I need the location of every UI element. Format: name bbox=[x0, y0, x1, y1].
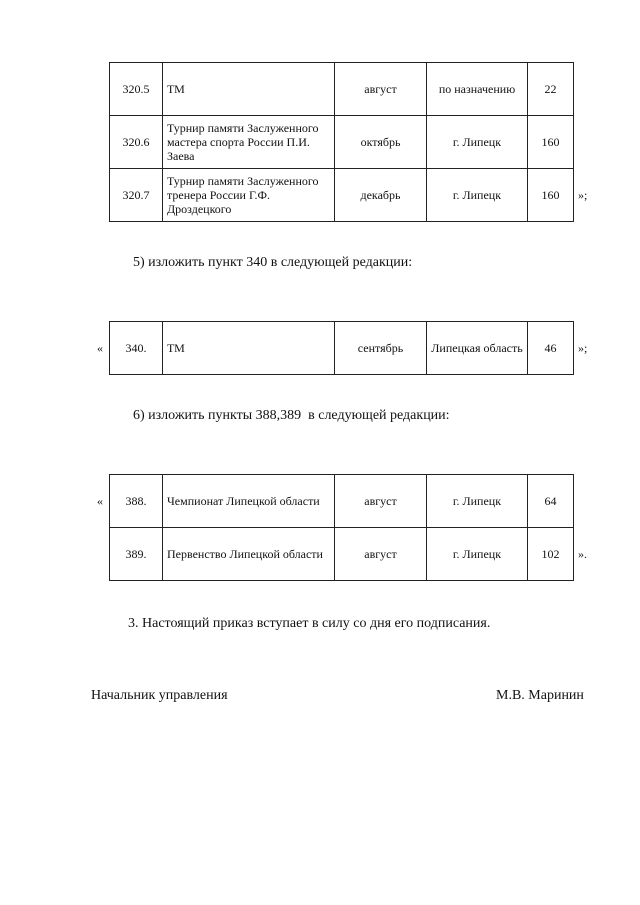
event-place: г. Липецк bbox=[427, 116, 528, 169]
participant-count: 160 bbox=[528, 116, 574, 169]
event-place: г. Липецк bbox=[427, 528, 528, 581]
item-number: 320.6 bbox=[110, 116, 163, 169]
events-table-388-389 bbox=[109, 474, 574, 581]
paragraph-3: 3. Настоящий приказ вступает в силу со дня его подписания. bbox=[128, 616, 491, 631]
participant-count: 64 bbox=[528, 475, 574, 528]
item-number: 320.5 bbox=[110, 63, 163, 116]
table-row bbox=[110, 169, 574, 222]
participant-count: 22 bbox=[528, 63, 574, 116]
signatory-name: М.В. Маринин bbox=[496, 688, 584, 703]
event-name: ТМ bbox=[163, 63, 335, 116]
table-row bbox=[110, 475, 574, 528]
event-month: сентябрь bbox=[335, 322, 427, 375]
opening-quote: « bbox=[97, 494, 103, 508]
event-month: декабрь bbox=[335, 169, 427, 222]
event-month: август bbox=[335, 63, 427, 116]
event-month: август bbox=[335, 528, 427, 581]
event-month: октябрь bbox=[335, 116, 427, 169]
event-month: август bbox=[335, 475, 427, 528]
event-name: Первенство Липецкой области bbox=[163, 528, 335, 581]
table-row bbox=[110, 322, 574, 375]
table-row bbox=[110, 528, 574, 581]
item-number: 389. bbox=[110, 528, 163, 581]
signatory-position: Начальник управления bbox=[91, 688, 228, 703]
event-name: Турнир памяти Заслуженного мастера спорта России П.И. Заева bbox=[163, 116, 335, 169]
participant-count: 160 bbox=[528, 169, 574, 222]
events-table-320 bbox=[109, 62, 574, 222]
item-number: 388. bbox=[110, 475, 163, 528]
event-name: Чемпионат Липецкой области bbox=[163, 475, 335, 528]
closing-quote: ». bbox=[578, 547, 587, 561]
event-place: Липецкая область bbox=[427, 322, 528, 375]
participant-count: 102 bbox=[528, 528, 574, 581]
event-place: по назначению bbox=[427, 63, 528, 116]
paragraph-5: 5) изложить пункт 340 в следующей редакции: bbox=[133, 255, 413, 270]
event-place: г. Липецк bbox=[427, 169, 528, 222]
item-number: 320.7 bbox=[110, 169, 163, 222]
event-name: Турнир памяти Заслуженного тренера России Г.Ф. Дроздецкого bbox=[163, 169, 335, 222]
events-table-340 bbox=[109, 321, 574, 375]
closing-quote: »; bbox=[578, 341, 588, 355]
closing-quote: »; bbox=[578, 188, 588, 202]
table-row bbox=[110, 63, 574, 116]
item-number: 340. bbox=[110, 322, 163, 375]
event-name: ТМ bbox=[163, 322, 335, 375]
event-place: г. Липецк bbox=[427, 475, 528, 528]
opening-quote: « bbox=[97, 341, 103, 355]
participant-count: 46 bbox=[528, 322, 574, 375]
table-row bbox=[110, 116, 574, 169]
paragraph-6: 6) изложить пункты 388,389 в следующей редакции: bbox=[133, 408, 450, 423]
